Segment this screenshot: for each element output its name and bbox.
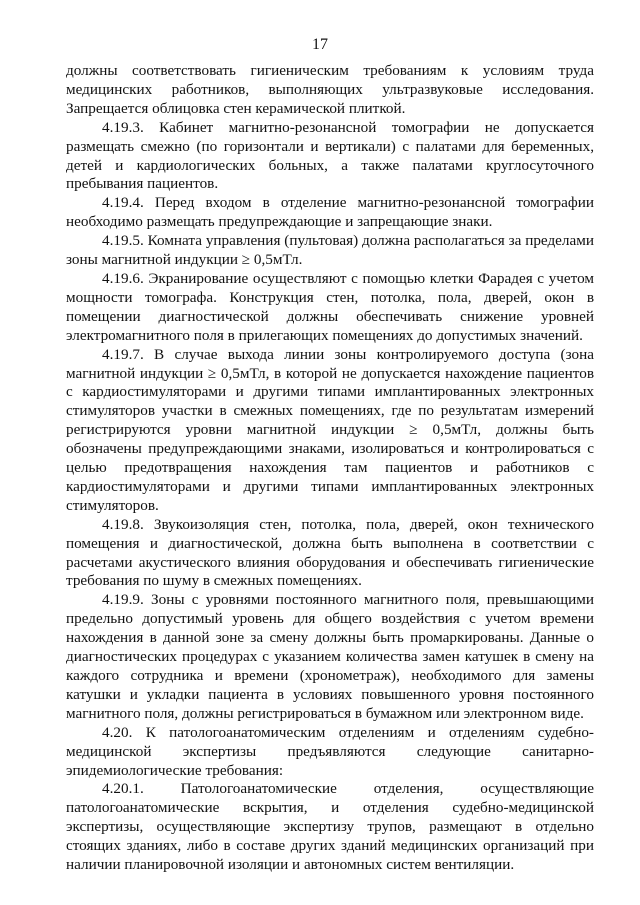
paragraph-4-19-3: 4.19.3. Кабинет магнитно-резонансной томографии не допускается размещать смежно (по горизонтали и вертикали) с палатами для беременных, детей и кардиологических больных, а также палатами круглосуточного пребывания пациентов. <box>66 118 594 193</box>
document-body <box>66 62 594 875</box>
paragraph-4-19-5: 4.19.5. Комната управления (пультовая) должна располагаться за пределами зоны магнитной индукции ≥ 0,5мТл. <box>66 232 594 269</box>
paragraph-4-19-7: 4.19.7. В случае выхода линии зоны контролируемого доступа (зона магнитной индукции ≥ 0,5мТл, в которой не допускается нахождение пациентов с кардиостимуляторами и другими типами имплантированных электронных стимуляторов участки в смежных помещениях, где по результатам измерений регистрируются уровни магнитной индукции ≥ 0,5мТл, должны быть обозначены предупреждающими знаками, изолироваться и контролироваться с целью предотвращения нахождения там пациентов и работников с кардиостимуляторами и другими типами имплантированных электронных стимуляторов. <box>66 345 594 514</box>
paragraph-4-20-1: 4.20.1. Патологоанатомические отделения, осуществляющие патологоанатомические вскрытия, и отделения судебно-медицинской экспертизы, осуществляющие экспертизу трупов, размещают в отдельно стоящих зданиях, либо в составе других зданий медицинских организаций при наличии планировочной изоляции и автономных систем вентиляции. <box>66 780 594 874</box>
paragraph-4-20: 4.20. К патологоанатомическим отделениям и отделениям судебно-медицинской экспертизы предъявляются следующие санитарно-эпидемиологические требования: <box>66 723 594 779</box>
paragraph-4-19-6: 4.19.6. Экранирование осуществляют с помощью клетки Фарадея с учетом мощности томографа. Конструкция стен, потолка, пола, дверей, окон в помещении диагностической должны обеспечивать снижение уровней электромагнитного поля в прилегающих помещениях до допустимых значений. <box>66 269 594 344</box>
paragraph-4-19-8: 4.19.8. Звукоизоляция стен, потолка, пола, дверей, окон технического помещения и диагностической, должна быть выполнена в соответствии с расчетами акустического влияния оборудования и обеспечивать гигиенические требования по шуму в смежных помещениях. <box>66 515 594 590</box>
paragraph-4-19-4: 4.19.4. Перед входом в отделение магнитно-резонансной томографии необходимо размещать предупреждающие и запрещающие знаки. <box>66 194 594 231</box>
paragraph-4-19-9: 4.19.9. Зоны с уровнями постоянного магнитного поля, превышающими предельно допустимый уровень для общего воздействия с учетом времени нахождения в данной зоне за смену должны быть промаркированы. Данные о диагностических процедурах с указанием количества замен катушек в смену на каждого сотрудника и времени (хронометраж), необходимого для замены катушки и укладки пациента в условиях повышенного уровня постоянного магнитного поля, должны регистрироваться в бумажном или электронном виде. <box>66 591 594 722</box>
paragraph-continuation: должны соответствовать гигиеническим требованиям к условиям труда медицинских работников, выполняющих ультразвуковые исследования. Запрещается облицовка стен керамической плиткой. <box>66 62 594 117</box>
page-number: 17 <box>312 36 328 53</box>
